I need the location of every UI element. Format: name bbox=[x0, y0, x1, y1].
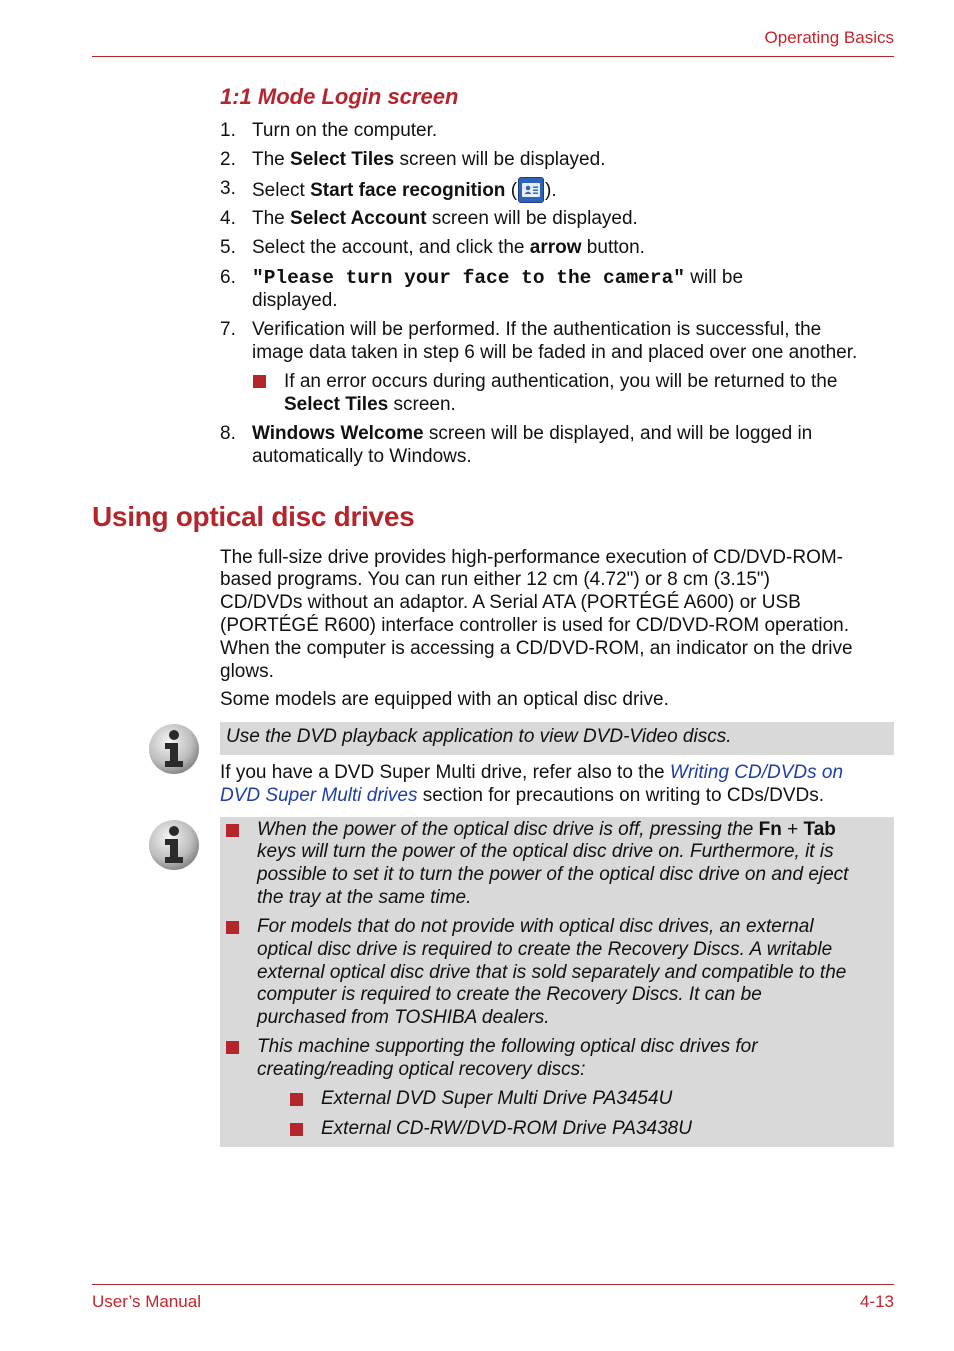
face-recognition-icon bbox=[518, 177, 544, 203]
bullet-square bbox=[226, 1041, 239, 1054]
paragraph-line: When the computer is accessing a CD/DVD-ROM, an indicator on the drive bbox=[220, 638, 853, 659]
sub-bullet-text: If an error occurs during authentication, you will be returned to the bbox=[284, 371, 838, 392]
paragraph-line: (PORTÉGÉ R600) interface controller is used for CD/DVD-ROM operation. bbox=[220, 615, 849, 636]
header-rule bbox=[92, 56, 894, 57]
footer-manual-title: User’s Manual bbox=[92, 1292, 201, 1311]
section-heading: Using optical disc drives bbox=[92, 501, 415, 532]
footer-rule bbox=[92, 1284, 894, 1285]
note-bullet-text: external optical disc drive that is sold separately and compatible to the bbox=[257, 962, 847, 983]
step-number: 7. bbox=[220, 319, 236, 340]
paragraph-line: CD/DVDs without an adaptor. A Serial ATA (PORTÉGÉ A600) or USB bbox=[220, 592, 801, 613]
note-bullet-text: the tray at the same time. bbox=[257, 887, 472, 908]
bullet-square bbox=[290, 1123, 303, 1136]
step-text: "Please turn your face to the camera" will be bbox=[252, 267, 744, 289]
info-icon bbox=[148, 723, 200, 775]
bullet-square bbox=[290, 1093, 303, 1106]
step-number: 5. bbox=[220, 237, 236, 258]
info-icon bbox=[148, 819, 200, 871]
bullet-square bbox=[226, 921, 239, 934]
step-text: Verification will be performed. If the authentication is successful, the bbox=[252, 319, 822, 340]
page-number: 4-13 bbox=[859, 1292, 894, 1311]
step-number: 1. bbox=[220, 120, 236, 141]
step-text-continued: image data taken in step 6 will be faded in and placed over one another. bbox=[252, 342, 858, 363]
paragraph-line: glows. bbox=[220, 661, 274, 682]
step-number: 8. bbox=[220, 423, 236, 444]
note-bullet-text: For models that do not provide with optical disc drives, an external bbox=[257, 916, 814, 937]
step-text: The Select Account screen will be displayed. bbox=[252, 208, 638, 229]
step-number: 3. bbox=[220, 178, 236, 199]
step-text-continued: automatically to Windows. bbox=[252, 446, 472, 467]
step-text: The Select Tiles screen will be displayed. bbox=[252, 149, 606, 170]
note-bullet-text: computer is required to create the Recovery Discs. It can be bbox=[257, 984, 762, 1005]
step-number: 2. bbox=[220, 149, 236, 170]
paragraph: Some models are equipped with an optical disc drive. bbox=[220, 689, 669, 710]
paragraph-line: based programs. You can run either 12 cm (4.72") or 8 cm (3.15") bbox=[220, 569, 770, 590]
step-text: Windows Welcome screen will be displayed, and will be logged in bbox=[252, 423, 813, 444]
step-number: 4. bbox=[220, 208, 236, 229]
step-text: Select Start face recognition ( ). bbox=[252, 177, 557, 203]
note-bullet-text: optical disc drive is required to create the Recovery Discs. A writable bbox=[257, 939, 833, 960]
drive-list-item: External CD-RW/DVD-ROM Drive PA3438U bbox=[321, 1118, 692, 1139]
writing-cd-dvds-link-continued[interactable]: DVD Super Multi drives bbox=[220, 785, 418, 806]
section-subheading: 1:1 Mode Login screen bbox=[220, 84, 459, 109]
note-text: Use the DVD playback application to view DVD-Video discs. bbox=[226, 726, 732, 747]
note-box bbox=[220, 817, 894, 1147]
bullet-square bbox=[253, 375, 266, 388]
note-bullet-text: keys will turn the power of the optical disc drive on. Furthermore, it is bbox=[257, 841, 834, 862]
note-box bbox=[220, 722, 894, 755]
drive-list-item: External DVD Super Multi Drive PA3454U bbox=[321, 1088, 673, 1109]
step-number: 6. bbox=[220, 267, 236, 288]
note-bullet-text: purchased from TOSHIBA dealers. bbox=[257, 1007, 550, 1028]
step-text: Turn on the computer. bbox=[252, 120, 438, 141]
writing-cd-dvds-link[interactable]: Writing CD/DVDs on bbox=[669, 762, 844, 783]
running-header: Operating Basics bbox=[764, 28, 894, 47]
bullet-square bbox=[226, 824, 239, 837]
step-text: Select the account, and click the arrow button. bbox=[252, 237, 645, 258]
note-bullet-text: possible to set it to turn the power of the optical disc drive on and eject bbox=[257, 864, 849, 885]
paragraph-line: The full-size drive provides high-performance execution of CD/DVD-ROM- bbox=[220, 547, 844, 568]
paragraph-line: DVD Super Multi drives section for precautions on writing to CDs/DVDs. bbox=[220, 785, 825, 806]
note-bullet-text: When the power of the optical disc drive is off, pressing the Fn + Tab bbox=[257, 819, 836, 840]
step-text-continued: displayed. bbox=[252, 290, 338, 311]
sub-bullet-text-continued: Select Tiles screen. bbox=[284, 394, 456, 415]
paragraph-line: If you have a DVD Super Multi drive, refer also to the Writing CD/DVDs on bbox=[220, 762, 844, 783]
note-bullet-text: This machine supporting the following optical disc drives for bbox=[257, 1036, 758, 1057]
note-bullet-text: creating/reading optical recovery discs: bbox=[257, 1059, 586, 1080]
